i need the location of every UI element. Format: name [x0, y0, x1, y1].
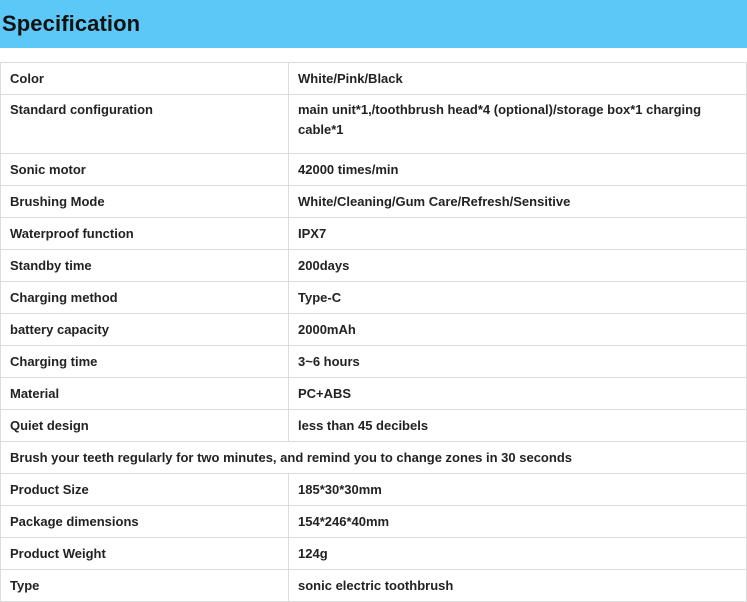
table-row [1, 154, 747, 186]
table-row [1, 474, 747, 506]
spec-value: PC+ABS [289, 378, 747, 410]
spec-label: Brushing Mode [1, 186, 289, 218]
note-row [1, 442, 747, 474]
table-row [1, 314, 747, 346]
table-row [1, 346, 747, 378]
spec-label: Sonic motor [1, 154, 289, 186]
spec-value: sonic electric toothbrush [289, 570, 747, 602]
table-row [1, 186, 747, 218]
table-row [1, 63, 747, 95]
brushing-note: Brush your teeth regularly for two minutes, and remind you to change zones in 30 seconds [1, 442, 747, 474]
spec-value: 185*30*30mm [289, 474, 747, 506]
spec-label: Color [1, 63, 289, 95]
table-row [1, 410, 747, 442]
table-row [1, 538, 747, 570]
spec-value: White/Cleaning/Gum Care/Refresh/Sensitive [289, 186, 747, 218]
spec-label: Type [1, 570, 289, 602]
spec-value: 3~6 hours [289, 346, 747, 378]
spec-label: Quiet design [1, 410, 289, 442]
spec-value: 154*246*40mm [289, 506, 747, 538]
spec-label: Product Weight [1, 538, 289, 570]
spec-value: IPX7 [289, 218, 747, 250]
spec-table [0, 62, 747, 602]
table-row [1, 95, 747, 154]
table-row [1, 250, 747, 282]
spec-value: main unit*1,/toothbrush head*4 (optional)/storage box*1 charging cable*1 [289, 95, 747, 154]
spec-label: Charging time [1, 346, 289, 378]
table-row [1, 282, 747, 314]
spec-value: 2000mAh [289, 314, 747, 346]
spec-label: Standby time [1, 250, 289, 282]
table-row [1, 506, 747, 538]
spec-value: 42000 times/min [289, 154, 747, 186]
spec-value: Type-C [289, 282, 747, 314]
spec-label: Standard configuration [1, 95, 289, 154]
spec-value: 200days [289, 250, 747, 282]
spec-value: less than 45 decibels [289, 410, 747, 442]
spec-label: Waterproof function [1, 218, 289, 250]
spec-label: Package dimensions [1, 506, 289, 538]
spec-value: 124g [289, 538, 747, 570]
table-row [1, 218, 747, 250]
spec-label: Charging method [1, 282, 289, 314]
page-title: Specification [2, 11, 141, 36]
spec-label: Product Size [1, 474, 289, 506]
table-row [1, 378, 747, 410]
spec-label: battery capacity [1, 314, 289, 346]
spec-label: Material [1, 378, 289, 410]
spec-value: White/Pink/Black [289, 63, 747, 95]
spec-header-bar [0, 0, 747, 48]
